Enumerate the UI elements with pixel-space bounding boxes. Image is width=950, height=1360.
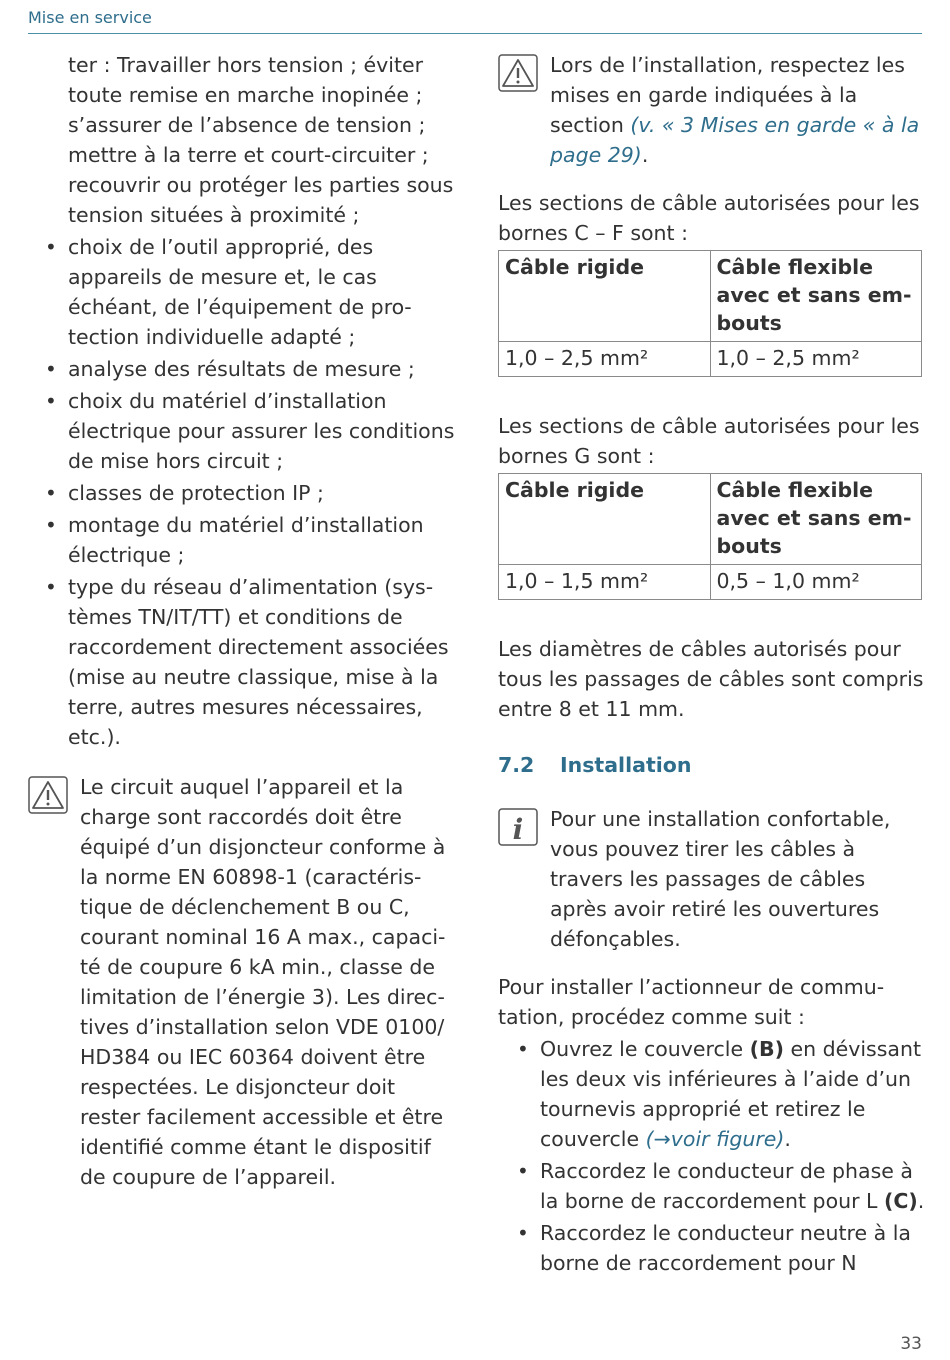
- warning-text: Le circuit auquel l’appareil et la charge sont raccordés doit être équipé d’un disjoncteur conforme à la norme EN 60898-1 (caractéristique de déclenchement B ou C, courant nominal 16 A max., capacité de coupure 6 kA min., classe de limitation de l’énergie 3). Les directives d’installation selon VDE 0100/ HD384 ou IEC 60364 doivent être respectées. Le disjoncteur doit rester facilement accessible et être identifié comme étant le dispositif de coupure de l’appareil.: [80, 775, 446, 1189]
- qualification-list: [40, 232, 455, 752]
- table-row: [499, 565, 922, 600]
- list-item: [498, 1218, 926, 1278]
- install-steps: [498, 1034, 926, 1278]
- step-text: Raccordez le conducteur de phase à la borne de raccordement pour L: [540, 1159, 913, 1213]
- table-header-flexible: Câble flexible avec et sans embouts: [710, 251, 922, 342]
- step-text: .: [784, 1127, 791, 1151]
- circuit-breaker-warning: [28, 772, 455, 1192]
- table-row: [499, 474, 922, 565]
- list-item: • type du réseau d’alimentation (systèmes TN/IT/TT) et conditions de raccordement directement associées (mise au neutre classique, mise à la terre, autres mesures nécessaires, etc.).: [40, 572, 455, 752]
- section-number: 7.2: [498, 753, 535, 777]
- table-cell-flexible: 1,0 – 2,5 mm²: [710, 342, 922, 377]
- section-heading: [498, 750, 926, 780]
- table-header-rigid: Câble rigide: [499, 251, 711, 342]
- step-text: en dévissant les deux vis inférieures à l’aide d’un tournevis approprié et retirez le couvercle: [540, 1037, 921, 1151]
- install-intro: Pour installer l’actionneur de commutation, procédez comme suit :: [498, 975, 885, 1029]
- table-row: [499, 342, 922, 377]
- table-cell-flexible: 0,5 – 1,0 mm²: [710, 565, 922, 600]
- table-cell-rigid: 1,0 – 2,5 mm²: [499, 342, 711, 377]
- running-header: [28, 8, 922, 34]
- info-icon: [498, 808, 538, 846]
- section-reference-link[interactable]: (v. « 3 Mises en garde « à la page 29): [550, 113, 920, 167]
- page-number: 33: [900, 1334, 922, 1354]
- step-reference: (B): [749, 1037, 784, 1061]
- step-reference: (C): [884, 1189, 918, 1213]
- step-text: Raccordez le conducteur neutre à la borne de raccordement pour N: [540, 1221, 911, 1275]
- table-row: [499, 251, 922, 342]
- intro-continuation: ter : Travailler hors tension ; éviter toute remise en marche inopinée ; s’assurer de l’absence de tension ; mettre à la terre et court-circuiter ; recouvrir ou protéger les parties sous tension situées à proximité ;: [68, 53, 454, 227]
- svg-text:i: i: [512, 813, 524, 846]
- right-column: [498, 50, 926, 1280]
- warning-triangle-icon: [28, 776, 68, 814]
- warning-text: [550, 50, 926, 170]
- list-item: • choix de l’outil approprié, des appareils de mesure et, le cas échéant, de l’équipement de protection individuelle adapté ;: [40, 232, 455, 352]
- list-item: • classes de protection IP ;: [40, 478, 455, 508]
- table-header-flexible: Câble flexible avec et sans embouts: [710, 474, 922, 565]
- step-text: Ouvrez le couvercle: [540, 1037, 750, 1061]
- cable-table-g: [498, 473, 922, 600]
- figure-link[interactable]: (→voir figure): [645, 1127, 785, 1151]
- installation-tip: [498, 804, 926, 954]
- list-item: [498, 1156, 926, 1216]
- warning-text-main: Lors de l’installation, respectez les mises en garde indiquées à la section: [550, 53, 905, 137]
- terminals-cf-intro: Les sections de câble autorisées pour les bornes C – F sont :: [498, 191, 920, 245]
- list-item: • montage du matériel d’installation électrique ;: [40, 510, 455, 570]
- warning-triangle-icon: [498, 54, 538, 92]
- table-header-rigid: Câble rigide: [499, 474, 711, 565]
- cable-diameter-text: Les diamètres de câbles autorisés pour tous les passages de câbles sont compris entre 8 et 11 mm.: [498, 637, 924, 721]
- list-item: • analyse des résultats de mesure ;: [40, 354, 455, 384]
- installation-warning: [498, 50, 926, 170]
- step-text: .: [917, 1189, 925, 1213]
- cable-table-cf: [498, 250, 922, 377]
- terminals-g-intro: Les sections de câble autorisées pour les bornes G sont :: [498, 414, 920, 468]
- list-item: [498, 1034, 926, 1154]
- section-running-title: Mise en service: [28, 8, 152, 27]
- table-cell-rigid: 1,0 – 1,5 mm²: [499, 565, 711, 600]
- warning-text-end: .: [641, 143, 649, 167]
- left-column: [40, 50, 455, 1192]
- info-text: Pour une installation confortable, vous pouvez tirer les câbles à travers les passages de câbles après avoir retiré les ouvertures défonçables.: [550, 807, 891, 951]
- section-title: Installation: [560, 753, 692, 777]
- list-item: • choix du matériel d’installation électrique pour assurer les conditions de mise hors circuit ;: [40, 386, 455, 476]
